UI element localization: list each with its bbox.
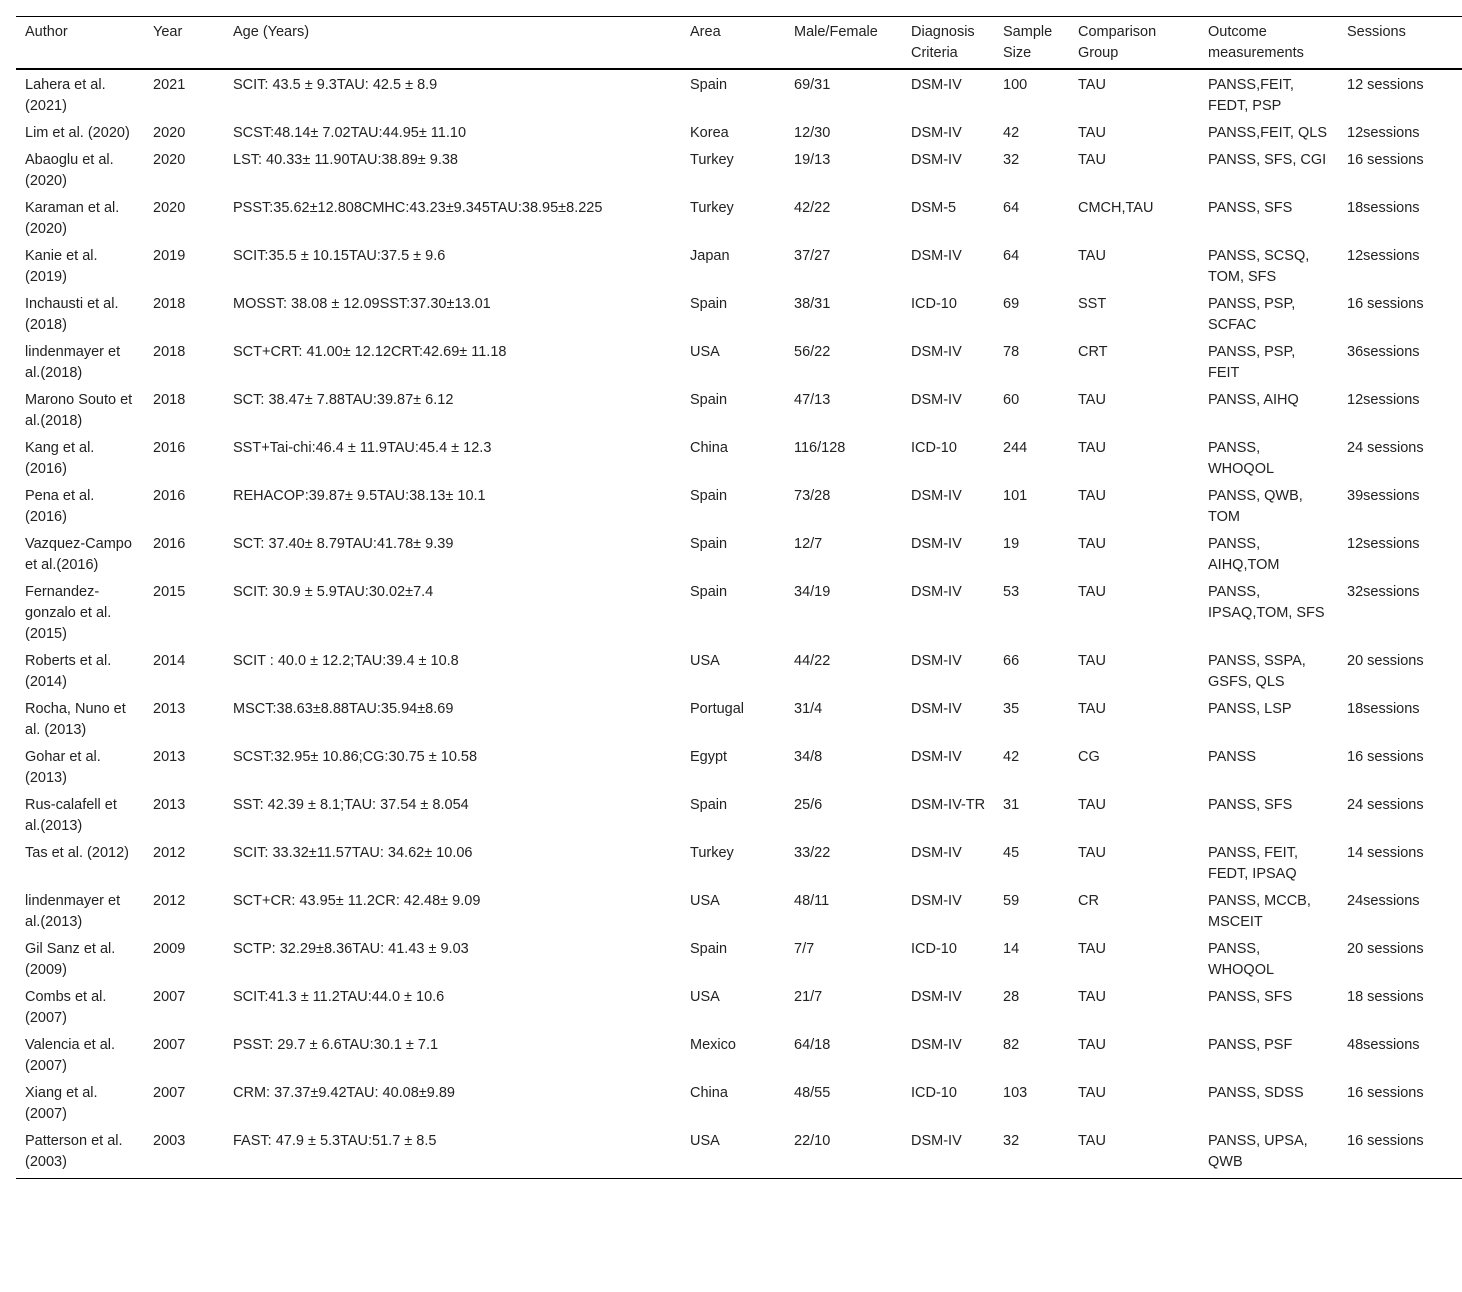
cell-male-female: 25/6 xyxy=(794,797,823,813)
cell-outcome-measurements: PANSS, WHOQOL xyxy=(1208,440,1275,477)
cell-author: lindenmayer et al.(2018) xyxy=(25,344,121,381)
cell-sessions: 12sessions xyxy=(1347,392,1420,408)
cell-area: USA xyxy=(690,653,720,669)
cell-comparison-group: TAU xyxy=(1078,152,1106,168)
cell-male-female: 19/13 xyxy=(794,152,831,168)
cell-age: SST+Tai-chi:46.4 ± 11.9TAU:45.4 ± 12.3 xyxy=(233,440,492,456)
cell-male-female: 69/31 xyxy=(794,77,831,93)
cell-male-female: 44/22 xyxy=(794,653,831,669)
cell-sample-size: 32 xyxy=(1003,152,1020,168)
table-row xyxy=(16,385,1462,433)
cell-male-female: 48/11 xyxy=(794,893,830,909)
cell-year: 2018 xyxy=(153,392,186,408)
cell-area: China xyxy=(690,1085,728,1101)
table-row xyxy=(16,934,1462,982)
cell-author: Combs et al.(2007) xyxy=(25,989,107,1026)
cell-male-female: 12/30 xyxy=(794,125,831,141)
column-header-sessions: Sessions xyxy=(1347,24,1406,40)
cell-year: 2007 xyxy=(153,989,186,1005)
cell-male-female: 7/7 xyxy=(794,941,815,957)
cell-sample-size: 60 xyxy=(1003,392,1020,408)
cell-outcome-measurements: PANSS, SSPA, GSFS, QLS xyxy=(1208,653,1306,690)
cell-age: PSST: 29.7 ± 6.6TAU:30.1 ± 7.1 xyxy=(233,1037,439,1053)
cell-year: 2009 xyxy=(153,941,186,957)
cell-diagnosis-criteria: DSM-IV xyxy=(911,77,962,93)
cell-comparison-group: TAU xyxy=(1078,1085,1106,1101)
cell-comparison-group: SST xyxy=(1078,296,1107,312)
table-row xyxy=(16,529,1462,577)
cell-sessions: 18sessions xyxy=(1347,701,1420,717)
cell-diagnosis-criteria: ICD-10 xyxy=(911,440,957,456)
cell-year: 2020 xyxy=(153,200,186,216)
cell-comparison-group: TAU xyxy=(1078,536,1106,552)
cell-age: MSCT:38.63±8.88TAU:35.94±8.69 xyxy=(233,701,454,717)
cell-sample-size: 59 xyxy=(1003,893,1020,909)
cell-author: Valencia et al.(2007) xyxy=(25,1037,116,1074)
cell-area: China xyxy=(690,440,728,456)
cell-area: Spain xyxy=(690,797,728,813)
cell-diagnosis-criteria: DSM-IV-TR xyxy=(911,797,986,813)
cell-author: Kanie et al. (2019) xyxy=(25,248,98,285)
cell-area: Portugal xyxy=(690,701,745,717)
cell-outcome-measurements: PANSS, PSP, FEIT xyxy=(1208,344,1296,381)
cell-comparison-group: CMCH,TAU xyxy=(1078,200,1154,216)
cell-male-female: 56/22 xyxy=(794,344,831,360)
cell-diagnosis-criteria: DSM-IV xyxy=(911,653,962,669)
cell-diagnosis-criteria: DSM-IV xyxy=(911,392,962,408)
cell-diagnosis-criteria: ICD-10 xyxy=(911,1085,957,1101)
cell-male-female: 21/7 xyxy=(794,989,823,1005)
column-header-area: Area xyxy=(690,24,721,40)
cell-sessions: 16 sessions xyxy=(1347,1133,1424,1149)
cell-diagnosis-criteria: DSM-IV xyxy=(911,152,962,168)
cell-sessions: 24 sessions xyxy=(1347,797,1424,813)
cell-age: SCT: 38.47± 7.88TAU:39.87± 6.12 xyxy=(233,392,454,408)
table-row xyxy=(16,289,1462,337)
cell-author: Abaoglu et al.(2020) xyxy=(25,152,114,189)
cell-diagnosis-criteria: ICD-10 xyxy=(911,296,957,312)
cell-year: 2015 xyxy=(153,584,186,600)
cell-author: Pena et al. (2016) xyxy=(25,488,95,525)
cell-author: Kang et al. (2016) xyxy=(25,440,95,477)
cell-male-female: 34/19 xyxy=(794,584,831,600)
cell-author: Patterson et al.(2003) xyxy=(25,1133,123,1170)
cell-comparison-group: TAU xyxy=(1078,440,1106,456)
cell-sample-size: 244 xyxy=(1003,440,1028,456)
table-row xyxy=(16,1078,1462,1126)
cell-age: SST: 42.39 ± 8.1;TAU: 37.54 ± 8.054 xyxy=(233,797,469,813)
table-row xyxy=(16,577,1462,646)
table-row xyxy=(16,481,1462,529)
cell-outcome-measurements: PANSS, QWB, TOM xyxy=(1208,488,1303,525)
cell-comparison-group: CG xyxy=(1078,749,1100,765)
cell-year: 2020 xyxy=(153,152,186,168)
cell-comparison-group: TAU xyxy=(1078,701,1106,717)
cell-male-female: 22/10 xyxy=(794,1133,831,1149)
cell-sessions: 18 sessions xyxy=(1347,989,1424,1005)
table-row xyxy=(16,886,1462,934)
cell-outcome-measurements: PANSS, UPSA, QWB xyxy=(1208,1133,1308,1170)
cell-year: 2013 xyxy=(153,701,186,717)
cell-year: 2016 xyxy=(153,440,186,456)
cell-area: Spain xyxy=(690,584,728,600)
cell-age: SCIT: 43.5 ± 9.3TAU: 42.5 ± 8.9 xyxy=(233,77,438,93)
cell-diagnosis-criteria: DSM-IV xyxy=(911,536,962,552)
cell-year: 2014 xyxy=(153,653,186,669)
cell-male-female: 38/31 xyxy=(794,296,831,312)
cell-area: Spain xyxy=(690,941,728,957)
cell-sessions: 39sessions xyxy=(1347,488,1420,504)
cell-sessions: 48sessions xyxy=(1347,1037,1420,1053)
cell-age: SCIT : 40.0 ± 12.2;TAU:39.4 ± 10.8 xyxy=(233,653,459,669)
cell-year: 2018 xyxy=(153,344,186,360)
cell-male-female: 34/8 xyxy=(794,749,823,765)
cell-sessions: 16 sessions xyxy=(1347,1085,1424,1101)
cell-year: 2012 xyxy=(153,845,186,861)
cell-author: Marono Souto et al.(2018) xyxy=(25,392,133,429)
cell-year: 2020 xyxy=(153,125,186,141)
table-row xyxy=(16,433,1462,481)
column-header-sample-size: Sample Size xyxy=(1003,24,1053,61)
cell-age: SCIT: 30.9 ± 5.9TAU:30.02±7.4 xyxy=(233,584,434,600)
cell-sessions: 16 sessions xyxy=(1347,296,1424,312)
cell-age: SCIT: 33.32±11.57TAU: 34.62± 10.06 xyxy=(233,845,473,861)
cell-diagnosis-criteria: DSM-IV xyxy=(911,125,962,141)
cell-sample-size: 82 xyxy=(1003,1037,1020,1053)
cell-sample-size: 103 xyxy=(1003,1085,1028,1101)
cell-comparison-group: TAU xyxy=(1078,653,1106,669)
cell-area: Spain xyxy=(690,536,728,552)
cell-author: Karaman et al.(2020) xyxy=(25,200,120,237)
cell-comparison-group: TAU xyxy=(1078,125,1106,141)
cell-sessions: 36sessions xyxy=(1347,344,1420,360)
cell-age: SCT: 37.40± 8.79TAU:41.78± 9.39 xyxy=(233,536,454,552)
cell-diagnosis-criteria: DSM-IV xyxy=(911,845,962,861)
cell-outcome-measurements: PANSS,FEIT, QLS xyxy=(1208,125,1327,141)
cell-sessions: 12sessions xyxy=(1347,248,1420,264)
cell-sample-size: 32 xyxy=(1003,1133,1020,1149)
cell-male-female: 73/28 xyxy=(794,488,831,504)
cell-outcome-measurements: PANSS, WHOQOL xyxy=(1208,941,1275,978)
cell-year: 2019 xyxy=(153,248,186,264)
cell-age: LST: 40.33± 11.90TAU:38.89± 9.38 xyxy=(233,152,458,168)
cell-diagnosis-criteria: DSM-5 xyxy=(911,200,957,216)
cell-year: 2007 xyxy=(153,1037,186,1053)
cell-sessions: 14 sessions xyxy=(1347,845,1424,861)
cell-author: Gil Sanz et al.(2009) xyxy=(25,941,116,978)
cell-author: Fernandez-gonzalo et al.(2015) xyxy=(25,584,112,642)
cell-male-female: 33/22 xyxy=(794,845,831,861)
cell-sessions: 12sessions xyxy=(1347,536,1420,552)
cell-outcome-measurements: PANSS, AIHQ,TOM xyxy=(1208,536,1280,573)
cell-author: Lahera et al. (2021) xyxy=(25,77,106,114)
cell-outcome-measurements: PANSS, SDSS xyxy=(1208,1085,1304,1101)
cell-outcome-measurements: PANSS, SFS xyxy=(1208,797,1293,813)
cell-author: Rocha, Nuno et al. (2013) xyxy=(25,701,126,738)
cell-outcome-measurements: PANSS, PSF xyxy=(1208,1037,1293,1053)
cell-male-female: 42/22 xyxy=(794,200,831,216)
cell-area: Japan xyxy=(690,248,730,264)
cell-sessions: 12 sessions xyxy=(1347,77,1424,93)
table-row xyxy=(16,1030,1462,1078)
cell-sessions: 32sessions xyxy=(1347,584,1420,600)
table-row xyxy=(16,838,1462,886)
cell-comparison-group: TAU xyxy=(1078,845,1106,861)
cell-sample-size: 100 xyxy=(1003,77,1028,93)
cell-author: lindenmayer et al.(2013) xyxy=(25,893,121,930)
studies-table xyxy=(16,16,1462,1179)
cell-diagnosis-criteria: DSM-IV xyxy=(911,248,962,264)
cell-diagnosis-criteria: DSM-IV xyxy=(911,1133,962,1149)
cell-diagnosis-criteria: DSM-IV xyxy=(911,749,962,765)
cell-male-female: 48/55 xyxy=(794,1085,831,1101)
cell-author: Vazquez-Campo et al.(2016) xyxy=(25,536,132,573)
cell-sample-size: 31 xyxy=(1003,797,1020,813)
table-row xyxy=(16,145,1462,193)
cell-outcome-measurements: PANSS, AIHQ xyxy=(1208,392,1299,408)
cell-comparison-group: TAU xyxy=(1078,989,1106,1005)
cell-outcome-measurements: PANSS, LSP xyxy=(1208,701,1292,717)
cell-sample-size: 14 xyxy=(1003,941,1020,957)
cell-comparison-group: TAU xyxy=(1078,1133,1106,1149)
cell-comparison-group: TAU xyxy=(1078,584,1106,600)
cell-outcome-measurements: PANSS, SFS xyxy=(1208,200,1293,216)
cell-author: Gohar et al. (2013) xyxy=(25,749,101,786)
column-header-comparison-group: Comparison Group xyxy=(1078,24,1157,61)
cell-sample-size: 42 xyxy=(1003,749,1020,765)
cell-year: 2018 xyxy=(153,296,186,312)
column-header-author: Author xyxy=(25,24,68,40)
cell-author: Roberts et al.(2014) xyxy=(25,653,112,690)
cell-diagnosis-criteria: DSM-IV xyxy=(911,989,962,1005)
table-row xyxy=(16,69,1462,118)
cell-comparison-group: TAU xyxy=(1078,248,1106,264)
cell-sessions: 16 sessions xyxy=(1347,749,1424,765)
cell-year: 2013 xyxy=(153,749,186,765)
table-row xyxy=(16,694,1462,742)
table-row xyxy=(16,982,1462,1030)
cell-age: SCIT:35.5 ± 10.15TAU:37.5 ± 9.6 xyxy=(233,248,446,264)
cell-age: SCT+CRT: 41.00± 12.12CRT:42.69± 11.18 xyxy=(233,344,507,360)
table-row xyxy=(16,790,1462,838)
cell-area: Mexico xyxy=(690,1037,736,1053)
column-header-outcome-measurements: Outcome measurements xyxy=(1208,24,1304,61)
cell-sessions: 20 sessions xyxy=(1347,941,1424,957)
cell-age: MOSST: 38.08 ± 12.09SST:37.30±13.01 xyxy=(233,296,491,312)
table-row xyxy=(16,742,1462,790)
cell-comparison-group: TAU xyxy=(1078,797,1106,813)
column-header-age: Age (Years) xyxy=(233,24,310,40)
cell-age: SCST:48.14± 7.02TAU:44.95± 11.10 xyxy=(233,125,467,141)
cell-outcome-measurements: PANSS, IPSAQ,TOM, SFS xyxy=(1208,584,1325,621)
table-row xyxy=(16,1126,1462,1179)
cell-outcome-measurements: PANSS, PSP, SCFAC xyxy=(1208,296,1296,333)
cell-age: SCST:32.95± 10.86;CG:30.75 ± 10.58 xyxy=(233,749,478,765)
cell-sessions: 12sessions xyxy=(1347,125,1420,141)
cell-age: SCTP: 32.29±8.36TAU: 41.43 ± 9.03 xyxy=(233,941,469,957)
cell-outcome-measurements: PANSS, SFS, CGI xyxy=(1208,152,1327,168)
cell-diagnosis-criteria: DSM-IV xyxy=(911,344,962,360)
cell-author: Inchausti et al.(2018) xyxy=(25,296,119,333)
cell-male-female: 37/27 xyxy=(794,248,831,264)
column-header-diagnosis-criteria: Diagnosis Criteria xyxy=(911,24,975,61)
cell-male-female: 64/18 xyxy=(794,1037,831,1053)
cell-area: Korea xyxy=(690,125,729,141)
cell-outcome-measurements: PANSS, SFS xyxy=(1208,989,1293,1005)
cell-male-female: 12/7 xyxy=(794,536,823,552)
cell-year: 2012 xyxy=(153,893,186,909)
column-header-year: Year xyxy=(153,24,183,40)
cell-sample-size: 42 xyxy=(1003,125,1020,141)
cell-male-female: 116/128 xyxy=(794,440,846,456)
column-header-male-female: Male/Female xyxy=(794,24,878,40)
cell-sample-size: 45 xyxy=(1003,845,1020,861)
cell-area: USA xyxy=(690,989,720,1005)
cell-year: 2016 xyxy=(153,488,186,504)
cell-author: Tas et al. (2012) xyxy=(25,845,129,861)
cell-area: Spain xyxy=(690,488,728,504)
cell-sessions: 16 sessions xyxy=(1347,152,1424,168)
cell-year: 2016 xyxy=(153,536,186,552)
cell-sample-size: 53 xyxy=(1003,584,1020,600)
cell-sessions: 18sessions xyxy=(1347,200,1420,216)
cell-area: Turkey xyxy=(690,845,734,861)
cell-sample-size: 64 xyxy=(1003,200,1020,216)
table-row xyxy=(16,118,1462,145)
cell-area: Spain xyxy=(690,392,728,408)
cell-outcome-measurements: PANSS, MCCB, MSCEIT xyxy=(1208,893,1311,930)
cell-sessions: 20 sessions xyxy=(1347,653,1424,669)
cell-sample-size: 35 xyxy=(1003,701,1020,717)
cell-comparison-group: TAU xyxy=(1078,77,1106,93)
cell-diagnosis-criteria: DSM-IV xyxy=(911,701,962,717)
table-row xyxy=(16,193,1462,241)
cell-area: Spain xyxy=(690,296,728,312)
cell-sample-size: 69 xyxy=(1003,296,1020,312)
cell-area: USA xyxy=(690,344,720,360)
cell-sample-size: 78 xyxy=(1003,344,1020,360)
cell-year: 2021 xyxy=(153,77,186,93)
table-row xyxy=(16,646,1462,694)
cell-comparison-group: CR xyxy=(1078,893,1099,909)
cell-area: Egypt xyxy=(690,749,728,765)
cell-comparison-group: TAU xyxy=(1078,941,1106,957)
cell-year: 2013 xyxy=(153,797,186,813)
cell-diagnosis-criteria: ICD-10 xyxy=(911,941,957,957)
cell-diagnosis-criteria: DSM-IV xyxy=(911,488,962,504)
cell-age: SCIT:41.3 ± 11.2TAU:44.0 ± 10.6 xyxy=(233,989,445,1005)
cell-age: FAST: 47.9 ± 5.3TAU:51.7 ± 8.5 xyxy=(233,1133,437,1149)
cell-outcome-measurements: PANSS, SCSQ, TOM, SFS xyxy=(1208,248,1310,285)
cell-sample-size: 19 xyxy=(1003,536,1020,552)
cell-sample-size: 64 xyxy=(1003,248,1020,264)
cell-comparison-group: TAU xyxy=(1078,392,1106,408)
cell-sample-size: 28 xyxy=(1003,989,1020,1005)
cell-comparison-group: TAU xyxy=(1078,488,1106,504)
table-row xyxy=(16,337,1462,385)
table-row xyxy=(16,241,1462,289)
cell-outcome-measurements: PANSS, FEIT, FEDT, IPSAQ xyxy=(1208,845,1298,882)
cell-age: PSST:35.62±12.808CMHC:43.23±9.345TAU:38.95±8.225 xyxy=(233,200,603,216)
cell-author: Rus-calafell et al.(2013) xyxy=(25,797,117,834)
cell-sample-size: 66 xyxy=(1003,653,1020,669)
cell-male-female: 31/4 xyxy=(794,701,823,717)
header-row xyxy=(16,17,1462,70)
cell-outcome-measurements: PANSS xyxy=(1208,749,1257,765)
cell-age: SCT+CR: 43.95± 11.2CR: 42.48± 9.09 xyxy=(233,893,481,909)
cell-comparison-group: TAU xyxy=(1078,1037,1106,1053)
cell-area: Turkey xyxy=(690,200,734,216)
cell-diagnosis-criteria: DSM-IV xyxy=(911,893,962,909)
table-body xyxy=(16,69,1462,1179)
studies-table-container xyxy=(16,16,1462,1179)
table-header xyxy=(16,17,1462,70)
cell-year: 2003 xyxy=(153,1133,186,1149)
cell-area: USA xyxy=(690,893,720,909)
cell-diagnosis-criteria: DSM-IV xyxy=(911,1037,962,1053)
cell-age: CRM: 37.37±9.42TAU: 40.08±9.89 xyxy=(233,1085,455,1101)
cell-area: USA xyxy=(690,1133,720,1149)
cell-diagnosis-criteria: DSM-IV xyxy=(911,584,962,600)
cell-age: REHACOP:39.87± 9.5TAU:38.13± 10.1 xyxy=(233,488,486,504)
cell-year: 2007 xyxy=(153,1085,186,1101)
cell-author: Lim et al. (2020) xyxy=(25,125,130,141)
cell-area: Spain xyxy=(690,77,728,93)
cell-author: Xiang et al. (2007) xyxy=(25,1085,98,1122)
cell-outcome-measurements: PANSS,FEIT, FEDT, PSP xyxy=(1208,77,1294,114)
cell-male-female: 47/13 xyxy=(794,392,831,408)
cell-comparison-group: CRT xyxy=(1078,344,1108,360)
cell-sessions: 24 sessions xyxy=(1347,440,1424,456)
cell-area: Turkey xyxy=(690,152,734,168)
cell-sessions: 24sessions xyxy=(1347,893,1420,909)
cell-sample-size: 101 xyxy=(1003,488,1028,504)
